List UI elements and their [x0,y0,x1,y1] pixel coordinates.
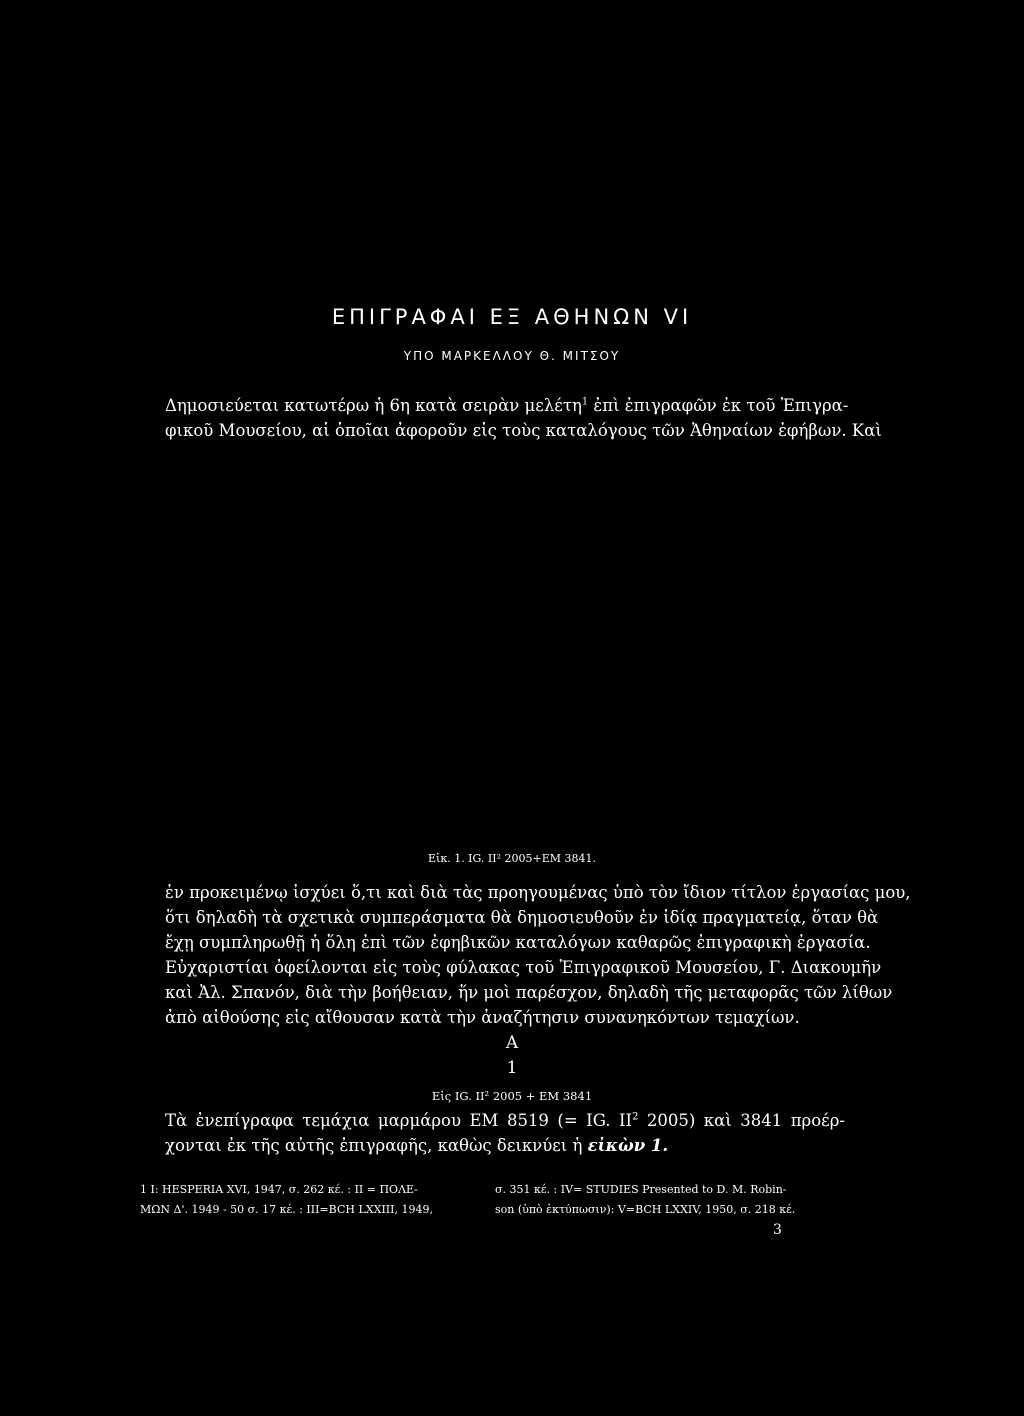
body-line: Εὐχαριστίαι ὀφείλονται εἰς τοὺς φύλακας τοῦ Ἐπιγραφικοῦ Μουσείου, Γ. Διακουμῆν [165,958,882,977]
body-line: καὶ Ἀλ. Σπανόν, διὰ τὴν βοήθειαν, ἥν μοὶ παρέσχον, δηλαδὴ τῆς μεταφορᾶς τῶν λίθων [165,983,893,1002]
footnote-right: σ. 351 κέ. : IV= STUDIES Presented to D. M. Robin- son (ὑπὸ ἐκτύπωσιν): V=BCH LXXIV, 1950, σ. 218 κέ. [495,1183,796,1216]
intro-line: Δημοσιεύεται κατωτέρω ἡ 6η κατὰ σειρὰν μελέτη$^1$ ἐπὶ ἐπιγραφῶν ἐκ τοῦ Ἐπιγρα- [165,396,849,415]
body-line: ὅτι δηλαδὴ τὰ σχετικὰ συμπεράσματα θὰ δημοσιευθοῦν ἐν ἰδίᾳ πραγματείᾳ, ὅταν θὰ [165,908,879,927]
footnote-left: 1 I: HESPERIA XVI, 1947, σ. 262 κέ. : II = ΠΟΛΕ- ΜΩΝ Δ'. 1949 - 50 σ. 17 κέ. : III=BCH LXXIII, 1949, [140,1183,433,1216]
body-paragraph [165,880,911,1030]
article-title: ΕΠΙΓΡΑΦΑΙ ΕΞ ΑΘΗΝΩΝ VI [331,305,693,329]
section-line: Τὰ ἐνεπίγραφα τεμάχια μαρμάρου EM 8519 (= IG. $II^2$ 2005) καὶ 3841 προέρ- [165,1111,845,1130]
section-reference: Εἰς IG. II² 2005 + EM 3841 [431,1089,593,1103]
figure-reference: εἰκὼν 1. [587,1136,669,1155]
page-number: 3 [773,1222,782,1238]
intro-line: φικοῦ Μουσείου, αἱ ὁποῖαι ἀφοροῦν εἰς τοὺς καταλόγους τῶν Ἀθηναίων ἐφήβων. Καὶ [165,421,882,440]
figure-caption: Εἰκ. 1. IG. II² 2005+EM 3841. [427,852,597,865]
section-line: χονται ἐκ τῆς αὐτῆς ἐπιγραφῆς, καθὼς δεικνύει ἡ εἰκὼν 1. [165,1136,669,1155]
section-paragraph [165,1108,845,1158]
body-line: ἔχῃ συμπληρωθῇ ἡ ὅλη ἐπὶ τῶν ἐφηβικῶν καταλόγων καθαρῶς ἐπιγραφικὴ ἐργασία. [165,933,871,952]
section-letter: A [505,1033,519,1053]
body-line: ἀπὸ αἰθούσης εἰς αἴθουσαν κατὰ τὴν ἀναζήτησιν συνανηκόντων τεμαχίων. [165,1008,800,1027]
body-line: ἐν προκειμένῳ ἰσχύει ὅ,τι καὶ διὰ τὰς προηγουμένας ὑπὸ τὸν ἴδιον τίτλον ἐργασίας μου, [165,883,911,902]
footnote-ref: 1 [581,396,589,408]
intro-paragraph [165,393,882,443]
author-line: ΥΠΟ ΜΑΡΚΕΛΛΟΥ Θ. ΜΙΤΣΟΥ [403,349,621,363]
section-number: 1 [506,1058,518,1078]
